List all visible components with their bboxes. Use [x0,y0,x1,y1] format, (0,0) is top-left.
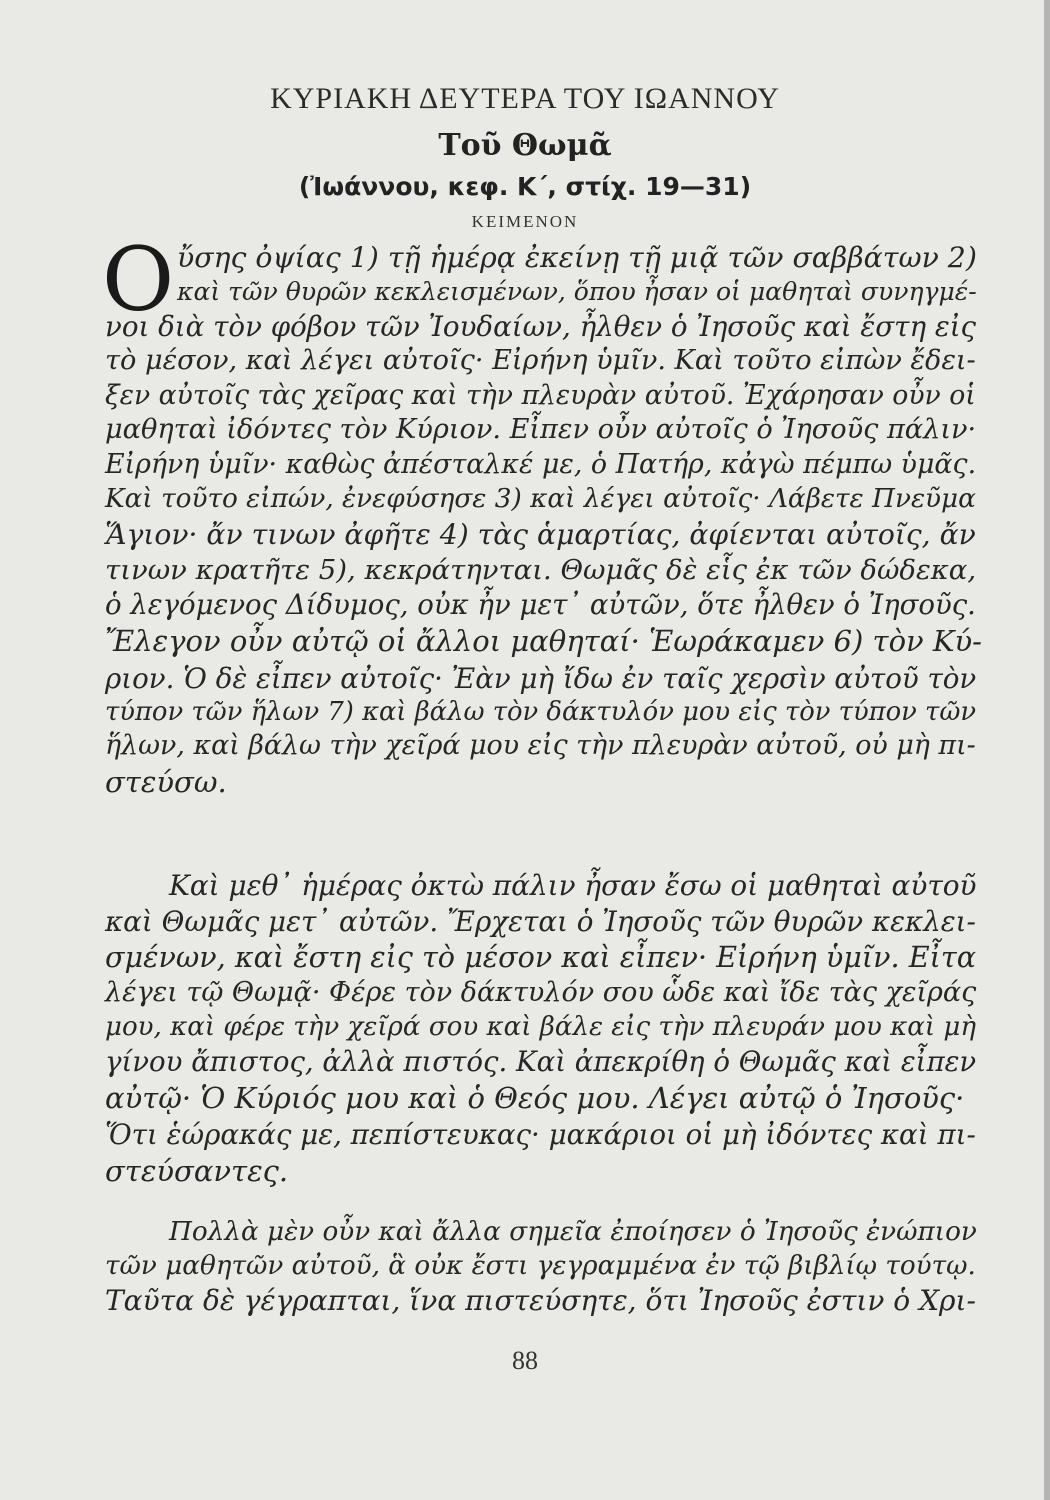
text-line: τῶν μαθητῶν αὐτοῦ, ἃ οὐκ ἔστι γεγραμμένα ἐν τῷ βιβλίῳ τούτῳ. [105,1250,976,1281]
text-line: ριον. Ὁ δὲ εἶπεν αὐτοῖς· Ἐὰν μὴ ἴδω ἐν ταῖς χερσὶν αὐτοῦ τὸν [105,661,977,695]
text-line: Ταῦτα δὲ γέγραπται, ἵνα πιστεύσητε, ὅτι Ἰησοῦς ἐστιν ὁ Χρι- [105,1284,976,1318]
page-number: 88 [512,1346,538,1375]
text-line: τύπον τῶν ἥλων 7) καὶ βάλω τὸν δάκτυλόν μου εἰς τὸν τύπον τῶν [105,697,977,728]
text-line: Ἔλεγον οὖν αὐτῷ οἱ ἄλλοι μαθηταί· Ἑωράκαμεν 6) τὸν Κύ- [105,624,982,659]
text-line: καὶ τῶν θυρῶν κεκλεισμένων, ὅπου ἦσαν οἱ μαθηταὶ συνηγμέ- [177,277,977,307]
text-line: Ἅγιον· ἄν τινων ἀφῆτε 4) τὰς ἁμαρτίας, ἀφίενται αὐτοῖς, ἄν [105,517,976,551]
drop-cap: O [102,228,175,331]
reading-title: Τοῦ Θωμᾶ [438,128,612,163]
text-line: Πολλὰ μὲν οὖν καὶ ἄλλα σημεῖα ἐποίησεν ὁ Ἰησοῦς ἐνώπιον [169,1217,977,1247]
text-line: Καὶ μεθ᾽ ἡμέρας ὀκτὼ πάλιν ἦσαν ἔσω οἱ μαθηταὶ αὐτοῦ [169,869,977,902]
text-line: ξεν αὐτοῖς τὰς χεῖρας καὶ τὴν πλευρὰν αὐτοῦ. Ἐχάρησαν οὖν οἱ [105,380,976,412]
text-line: σμένων, καὶ ἔστη εἰς τὸ μέσον καὶ εἶπεν· Εἰρήνη ὑμῖν. Εἶτα [105,940,977,975]
text-line: Εἰρήνη ὑμῖν· καθὼς ἀπέσταλκέ με, ὁ Πατήρ, κἀγὼ πέμπω ὑμᾶς. [105,449,977,481]
text-line: λέγει τῷ Θωμᾷ· Φέρε τὸν δάκτυλόν σου ὧδε καὶ ἴδε τὰς χεῖράς [105,977,977,1009]
text-line: μου, καὶ φέρε τὴν χεῖρά σου καὶ βάλε εἰς τὴν πλευράν μου καὶ μὴ [105,1011,977,1042]
text-line: Ὅτι ἑώρακάς με, πεπίστευκας· μακάριοι οἱ μὴ ἰδόντες καὶ πι- [105,1118,976,1152]
paragraph-3 [105,1216,985,1319]
text-line: τινων κρατῆτε 5), κεκράτηνται. Θωμᾶς δὲ εἷς ἐκ τῶν δώδεκα, [105,553,977,586]
text-line: νοι διὰ τὸν φόβον τῶν Ἰουδαίων, ἦλθεν ὁ Ἰησοῦς καὶ ἔστη εἰς [105,309,977,343]
section-title: ΚΥΡΙΑΚΗ ΔΕΥΤΕΡΑ ΤΟΥ ΙΩΑΝΝΟΥ [270,82,780,115]
text-label: ΚΕΙΜΕΝΟΝ [471,212,579,231]
text-line: καὶ Θωμᾶς μετ᾽ αὐτῶν. Ἔρχεται ὁ Ἰησοῦς τῶν θυρῶν κεκλει- [105,904,976,938]
scripture-reference: (Ἰωάννου, κεφ. Κ΄, στίχ. 19—31) [298,172,752,201]
text-line: γίνου ἄπιστος, ἀλλὰ πιστός. Καὶ ἀπεκρίθη ὁ Θωμᾶς καὶ εἶπεν [105,1045,977,1079]
text-line: αὐτῷ· Ὁ Κύριός μου καὶ ὁ Θεός μου. Λέγει αὐτῷ ὁ Ἰησοῦς· [105,1080,965,1115]
paragraph-1 [105,240,985,801]
text-line: στεύσω. [105,764,227,799]
paragraph-2 [105,868,985,1190]
text-line: τὸ μέσον, καὶ λέγει αὐτοῖς· Εἰρήνη ὑμῖν. Καὶ τοῦτο εἰπὼν ἔδει- [105,345,976,377]
text-line: Καὶ τοῦτο εἰπών, ἐνεφύσησε 3) καὶ λέγει αὐτοῖς· Λάβετε Πνεῦμα [105,483,976,514]
text-line: ὁ λεγόμενος Δίδυμος, οὐκ ἦν μετ᾽ αὐτῶν, ὅτε ἦλθεν ὁ Ἰησοῦς. [105,589,976,622]
text-line: στεύσαντες. [105,1153,289,1188]
text-line: μαθηταὶ ἰδόντες τὸν Κύριον. Εἶπεν οὖν αὐτοῖς ὁ Ἰησοῦς πάλιν· [105,414,977,446]
text-line: ὔσης ὀψίας 1) τῇ ἡμέρᾳ ἐκείνῃ τῇ μιᾷ τῶν σαββάτων 2) [177,241,977,274]
text-line: ἥλων, καὶ βάλω τὴν χεῖρά μου εἰς τὴν πλευρὰν αὐτοῦ, οὐ μὴ πι- [105,730,976,762]
